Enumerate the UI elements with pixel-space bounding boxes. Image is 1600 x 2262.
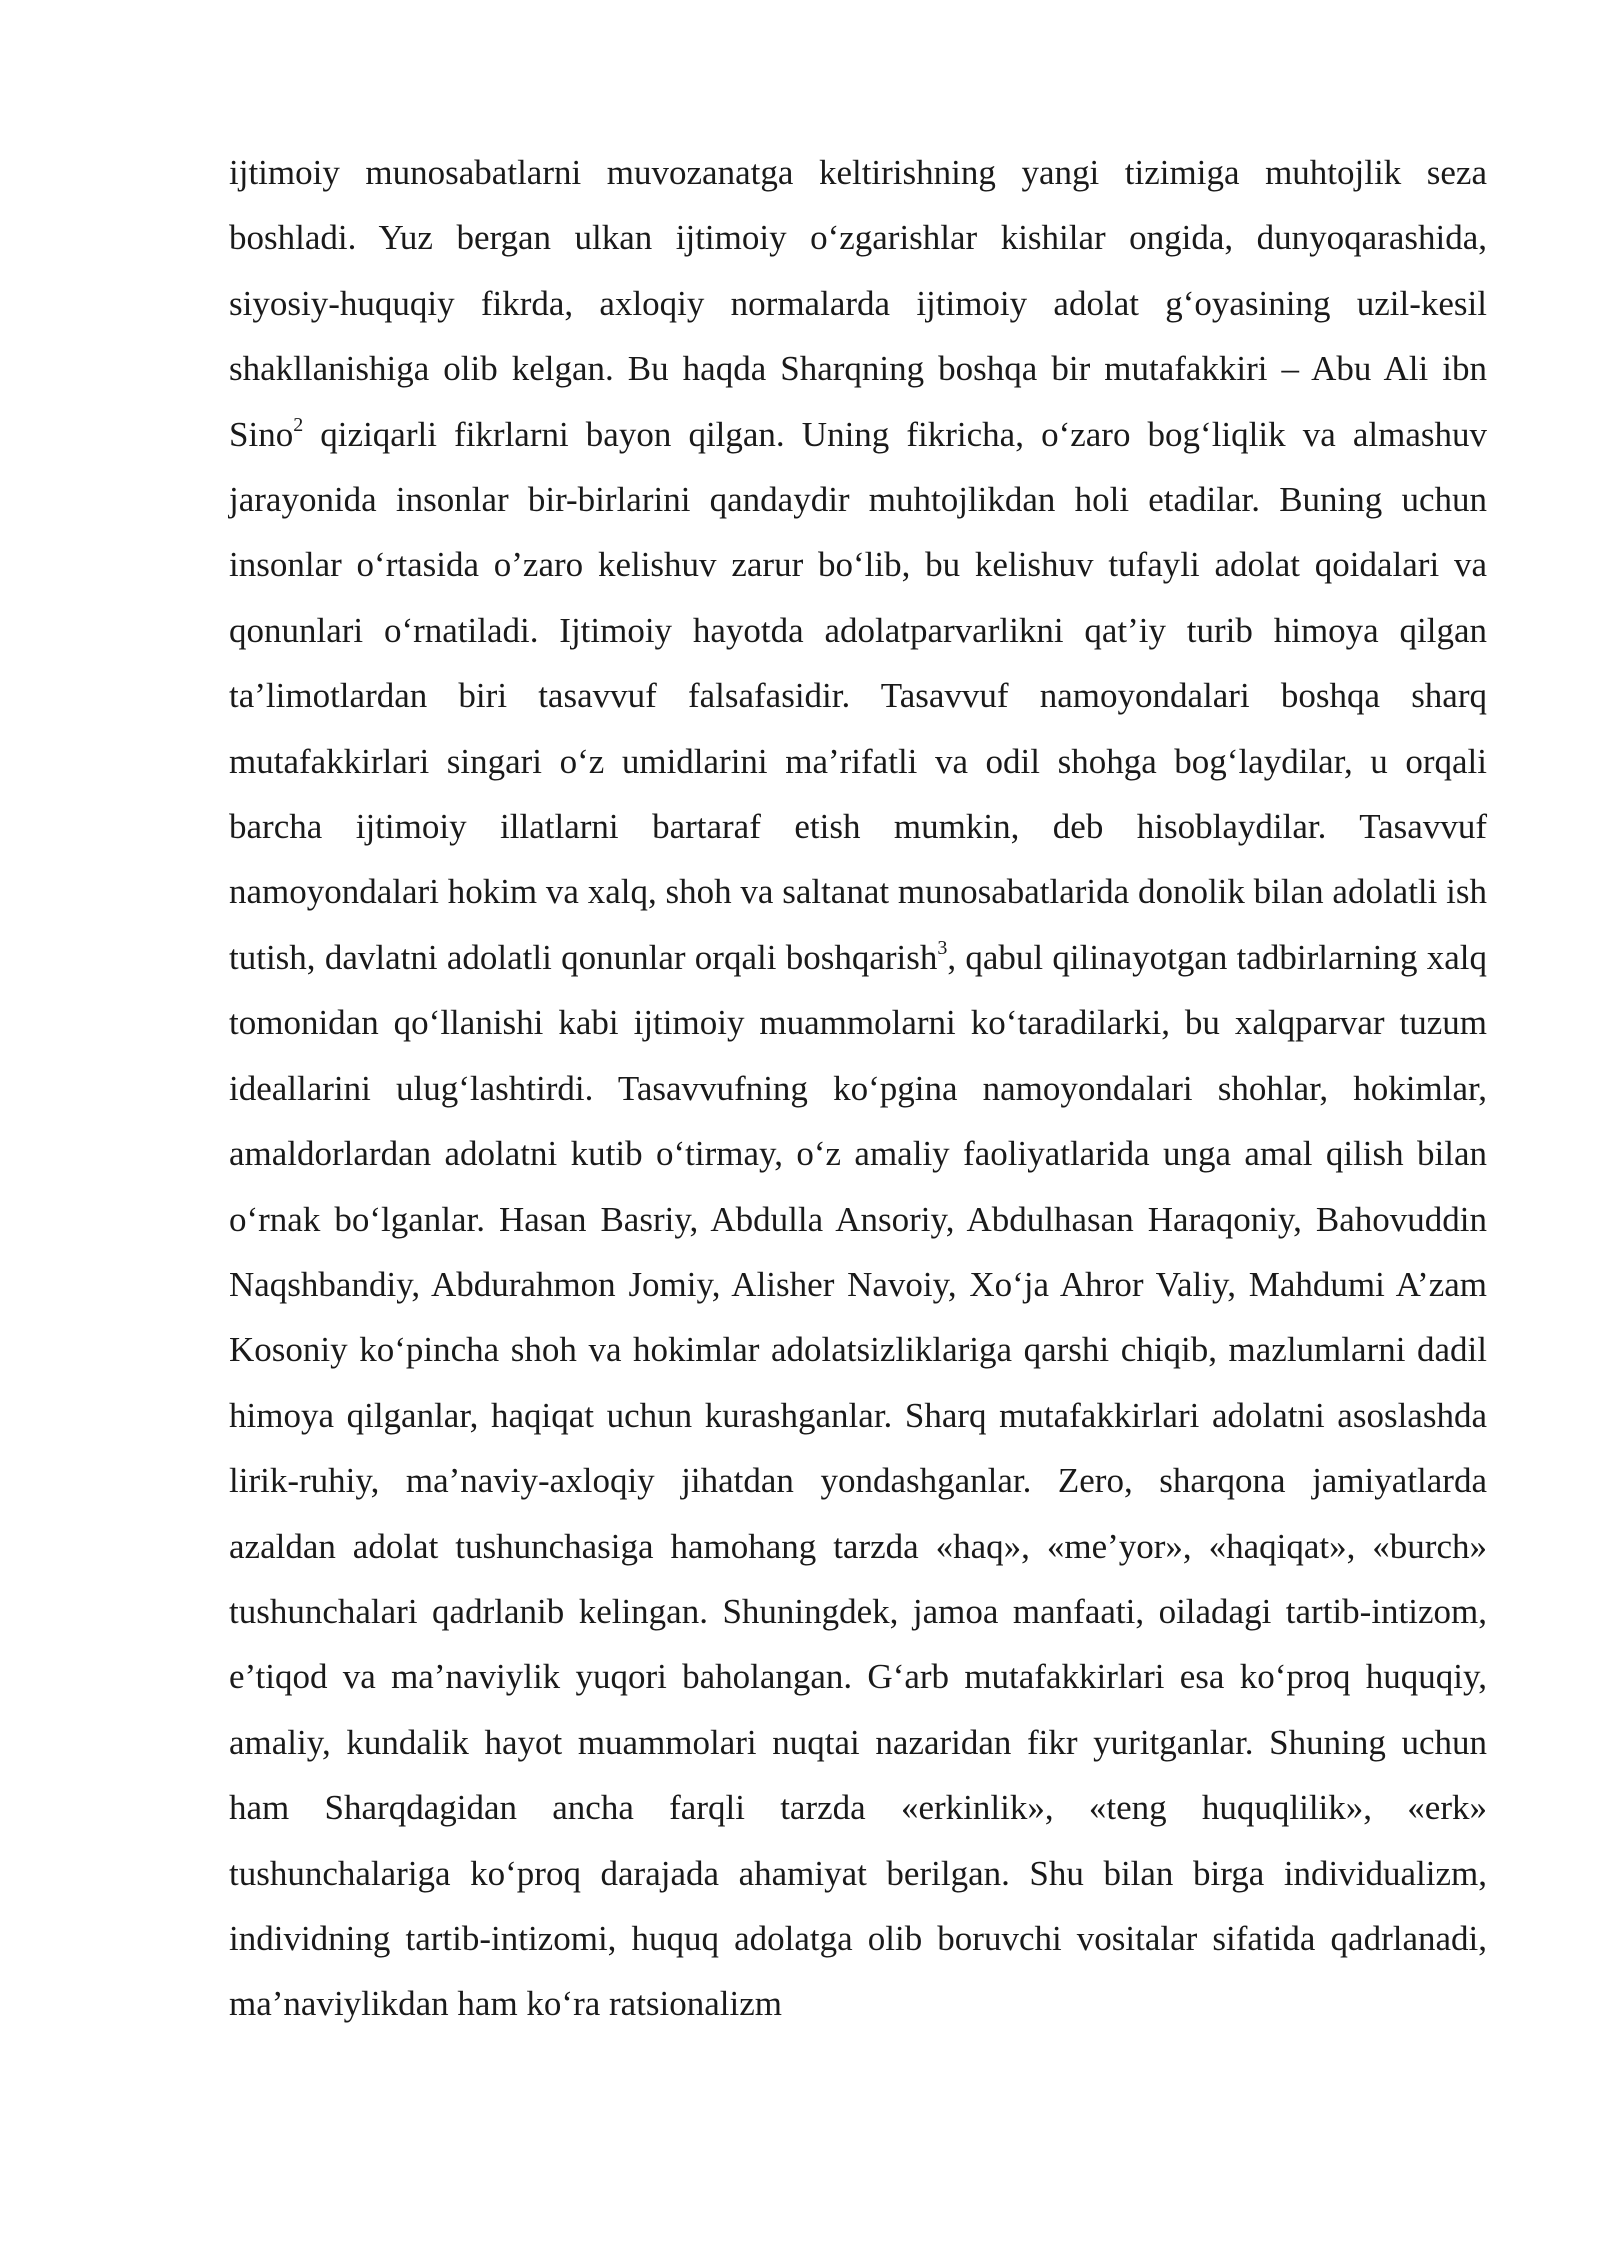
footnote-ref-2[interactable]: 2 xyxy=(293,413,304,436)
footnote-ref-3[interactable]: 3 xyxy=(937,937,948,960)
paragraph-text-part-1: ijtimoiy munosabatlarni muvozanatga keltirishning yangi tizimiga muhtojlik seza boshladi. Yuz bergan ulkan ijtimoiy o‘zgarishlar kishilar ongida, dunyoqarashida, siyosiy-huquqiy fikrda, axloqiy normalarda ijtimoiy adolat g‘oyasining uzil-kesil shakllanishiga olib kelgan. Bu haqda Sharqning boshqa bir mutafakkiri – Abu Ali ibn Sino xyxy=(229,153,1487,454)
body-paragraph xyxy=(229,140,1487,2037)
paragraph-text-part-2: qiziqarli fikrlarni bayon qilgan. Uning fikricha, o‘zaro bog‘liqlik va almashuv jarayonida insonlar bir-birlarini qandaydir muhtojlikdan holi etadilar. Buning uchun insonlar o‘rtasida o’zaro kelishuv zarur bo‘lib, bu kelishuv tufayli adolat qoidalari va qonunlari o‘rnatiladi. Ijtimoiy hayotda adolatparvarlikni qat’iy turib himoya qilgan ta’limotlardan biri tasavvuf falsafasidir. Tasavvuf namoyondalari boshqa sharq mutafakkirlari singari o‘z umidlarini ma’rifatli va odil shohga bog‘laydilar, u orqali barcha ijtimoiy illatlarni bartaraf etish mumkin, deb hisoblaydilar. Tasavvuf namoyondalari hokim va xalq, shoh va saltanat munosabatlarida donolik bilan adolatli ish tutish, davlatni adolatli qonunlar orqali boshqarish xyxy=(229,414,1487,977)
paragraph-text-part-3: , qabul qilinayotgan tadbirlarning xalq tomonidan qo‘llanishi kabi ijtimoiy muammolarni ko‘taradilarki, bu xalqparvar tuzum ideallarini ulug‘lashtirdi. Tasavvufning ko‘pgina namoyondalari shohlar, hokimlar, amaldorlardan adolatni kutib o‘tirmay, o‘z amaliy faoliyatlarida unga amal qilish bilan o‘rnak bo‘lganlar. Hasan Basriy, Abdulla Ansoriy, Abdulhasan Haraqoniy, Bahovuddin Naqshbandiy, Abdurahmon Jomiy, Alisher Navoiy, Xo‘ja Ahror Valiy, Mahdumi A’zam Kosoniy ko‘pincha shoh va hokimlar adolatsizliklariga qarshi chiqib, mazlumlarni dadil himoya qilganlar, haqiqat uchun kurashganlar. Sharq mutafakkirlari adolatni asoslashda lirik-ruhiy, ma’naviy-axloqiy jihatdan yondashganlar. Zero, sharqona jamiyatlarda azaldan adolat tushunchasiga hamohang tarzda «haq», «me’yor», «haqiqat», «burch» tushunchalari qadrlanib kelingan. Shuningdek, jamoa manfaati, oiladagi tartib-intizom, e’tiqod va ma’naviylik yuqori baholangan. G‘arb mutafakkirlari esa ko‘proq huquqiy, amaliy, kundalik hayot muammolari nuqtai nazaridan fikr yuritganlar. Shuning uchun ham Sharqdagidan ancha farqli tarzda «erkinlik», «teng huquqlilik», «erk» tushunchalariga ko‘proq darajada ahamiyat berilgan. Shu bilan birga individualizm, individning tartib-intizomi, huquq adolatga olib boruvchi vositalar sifatida qadrlanadi, ma’naviylikdan ham ko‘ra ratsionalizm xyxy=(229,937,1487,2024)
document-page xyxy=(229,140,1487,2037)
